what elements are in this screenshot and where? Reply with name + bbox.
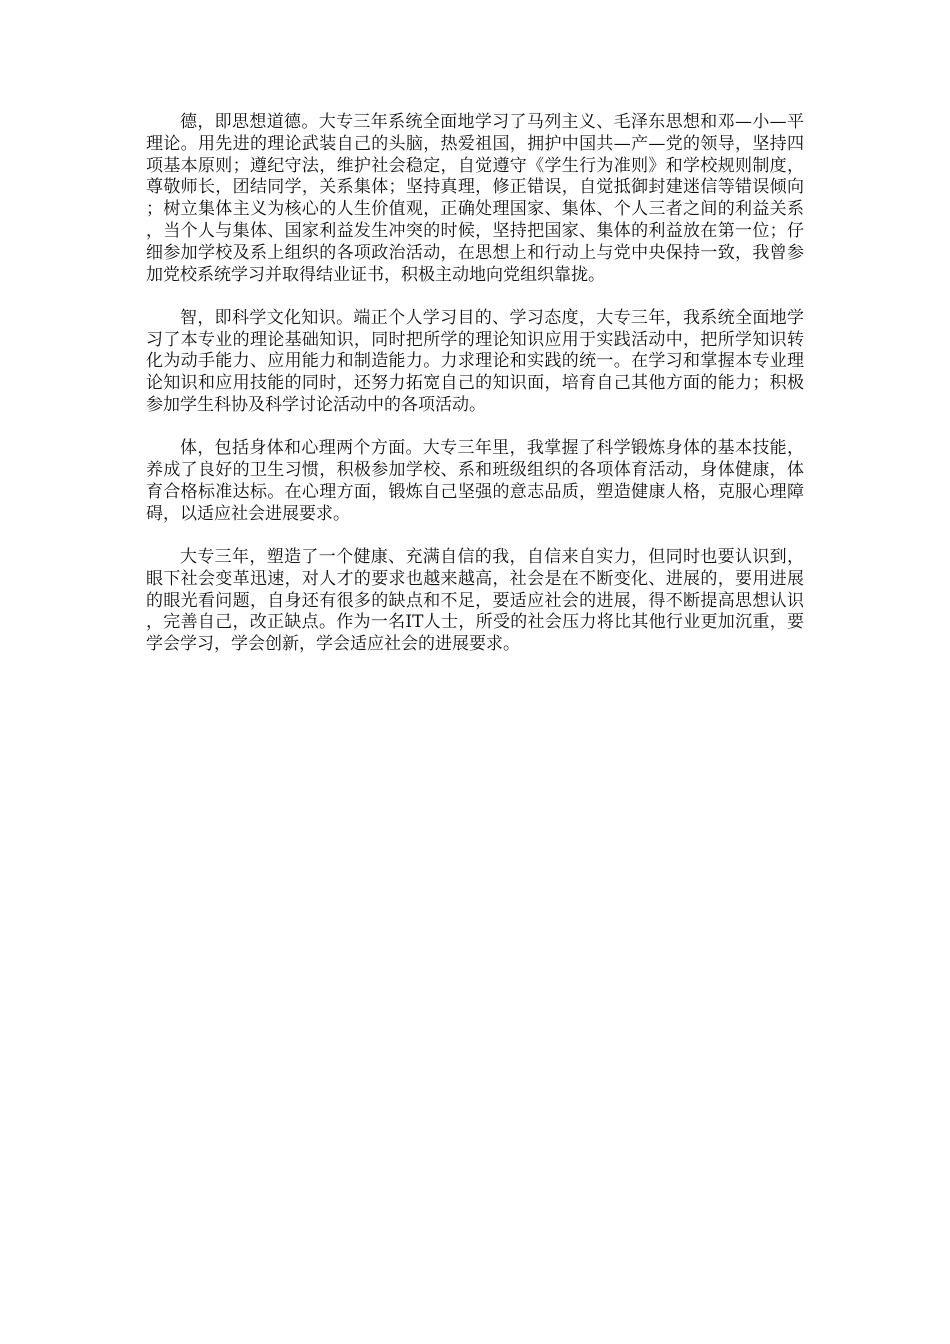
paragraph-summary: 大专三年，塑造了一个健康、充满自信的我，自信来自实力，但同时也要认识到，眼下社会变革迅速，对人才的要求也越来越高，社会是在不断变化、进展的，要用进展的眼光看问题，自身还有很多的缺点和不足，要适应社会的进展，得不断提高思想认识，完善自己，改正缺点。作为一名IT人士，所受的社会压力将比其他行业更加沉重，要学会学习，学会创新，学会适应社会的进展要求。 [146,547,804,655]
paragraph-intellect: 智，即科学文化知识。端正个人学习目的、学习态度，大专三年，我系统全面地学习了本专业的理论基础知识，同时把所学的理论知识应用于实践活动中，把所学知识转化为动手能力、应用能力和制造能力。力求理论和实践的统一。在学习和掌握本专业理论知识和应用技能的同时，还努力拓宽自己的知识面，培育自己其他方面的能力；积极参加学生科协及科学讨论活动中的各项活动。 [146,307,804,416]
paragraph-moral: 德，即思想道德。大专三年系统全面地学习了马列主义、毛泽东思想和邓—小—平理论。用先进的理论武装自己的头脑，热爱祖国，拥护中国共—产—党的领导，坚持四项基本原则；遵纪守法，维护社会稳定，自觉遵守《学生行为准则》和学校规则制度，尊敬师长，团结同学，关系集体；坚持真理，修正错误，自觉抵御封建迷信等错误倾向；树立集体主义为核心的人生价值观，正确处理国家、集体、个人三者之间的利益关系，当个人与集体、国家利益发生冲突的时候，坚持把国家、集体的利益放在第一位；仔细参加学校及系上组织的各项政治活动，在思想上和行动上与党中央保持一致，我曾参加党校系统学习并取得结业证书，积极主动地向党组织靠拢。 [146,112,804,285]
paragraph-physical: 体，包括身体和心理两个方面。大专三年里，我掌握了科学锻炼身体的基本技能，养成了良好的卫生习惯，积极参加学校、系和班级组织的各项体育活动，身体健康，体育合格标准达标。在心理方面，锻炼自己坚强的意志品质，塑造健康人格，克服心理障碍，以适应社会进展要求。 [146,438,804,524]
document-body [146,112,804,678]
